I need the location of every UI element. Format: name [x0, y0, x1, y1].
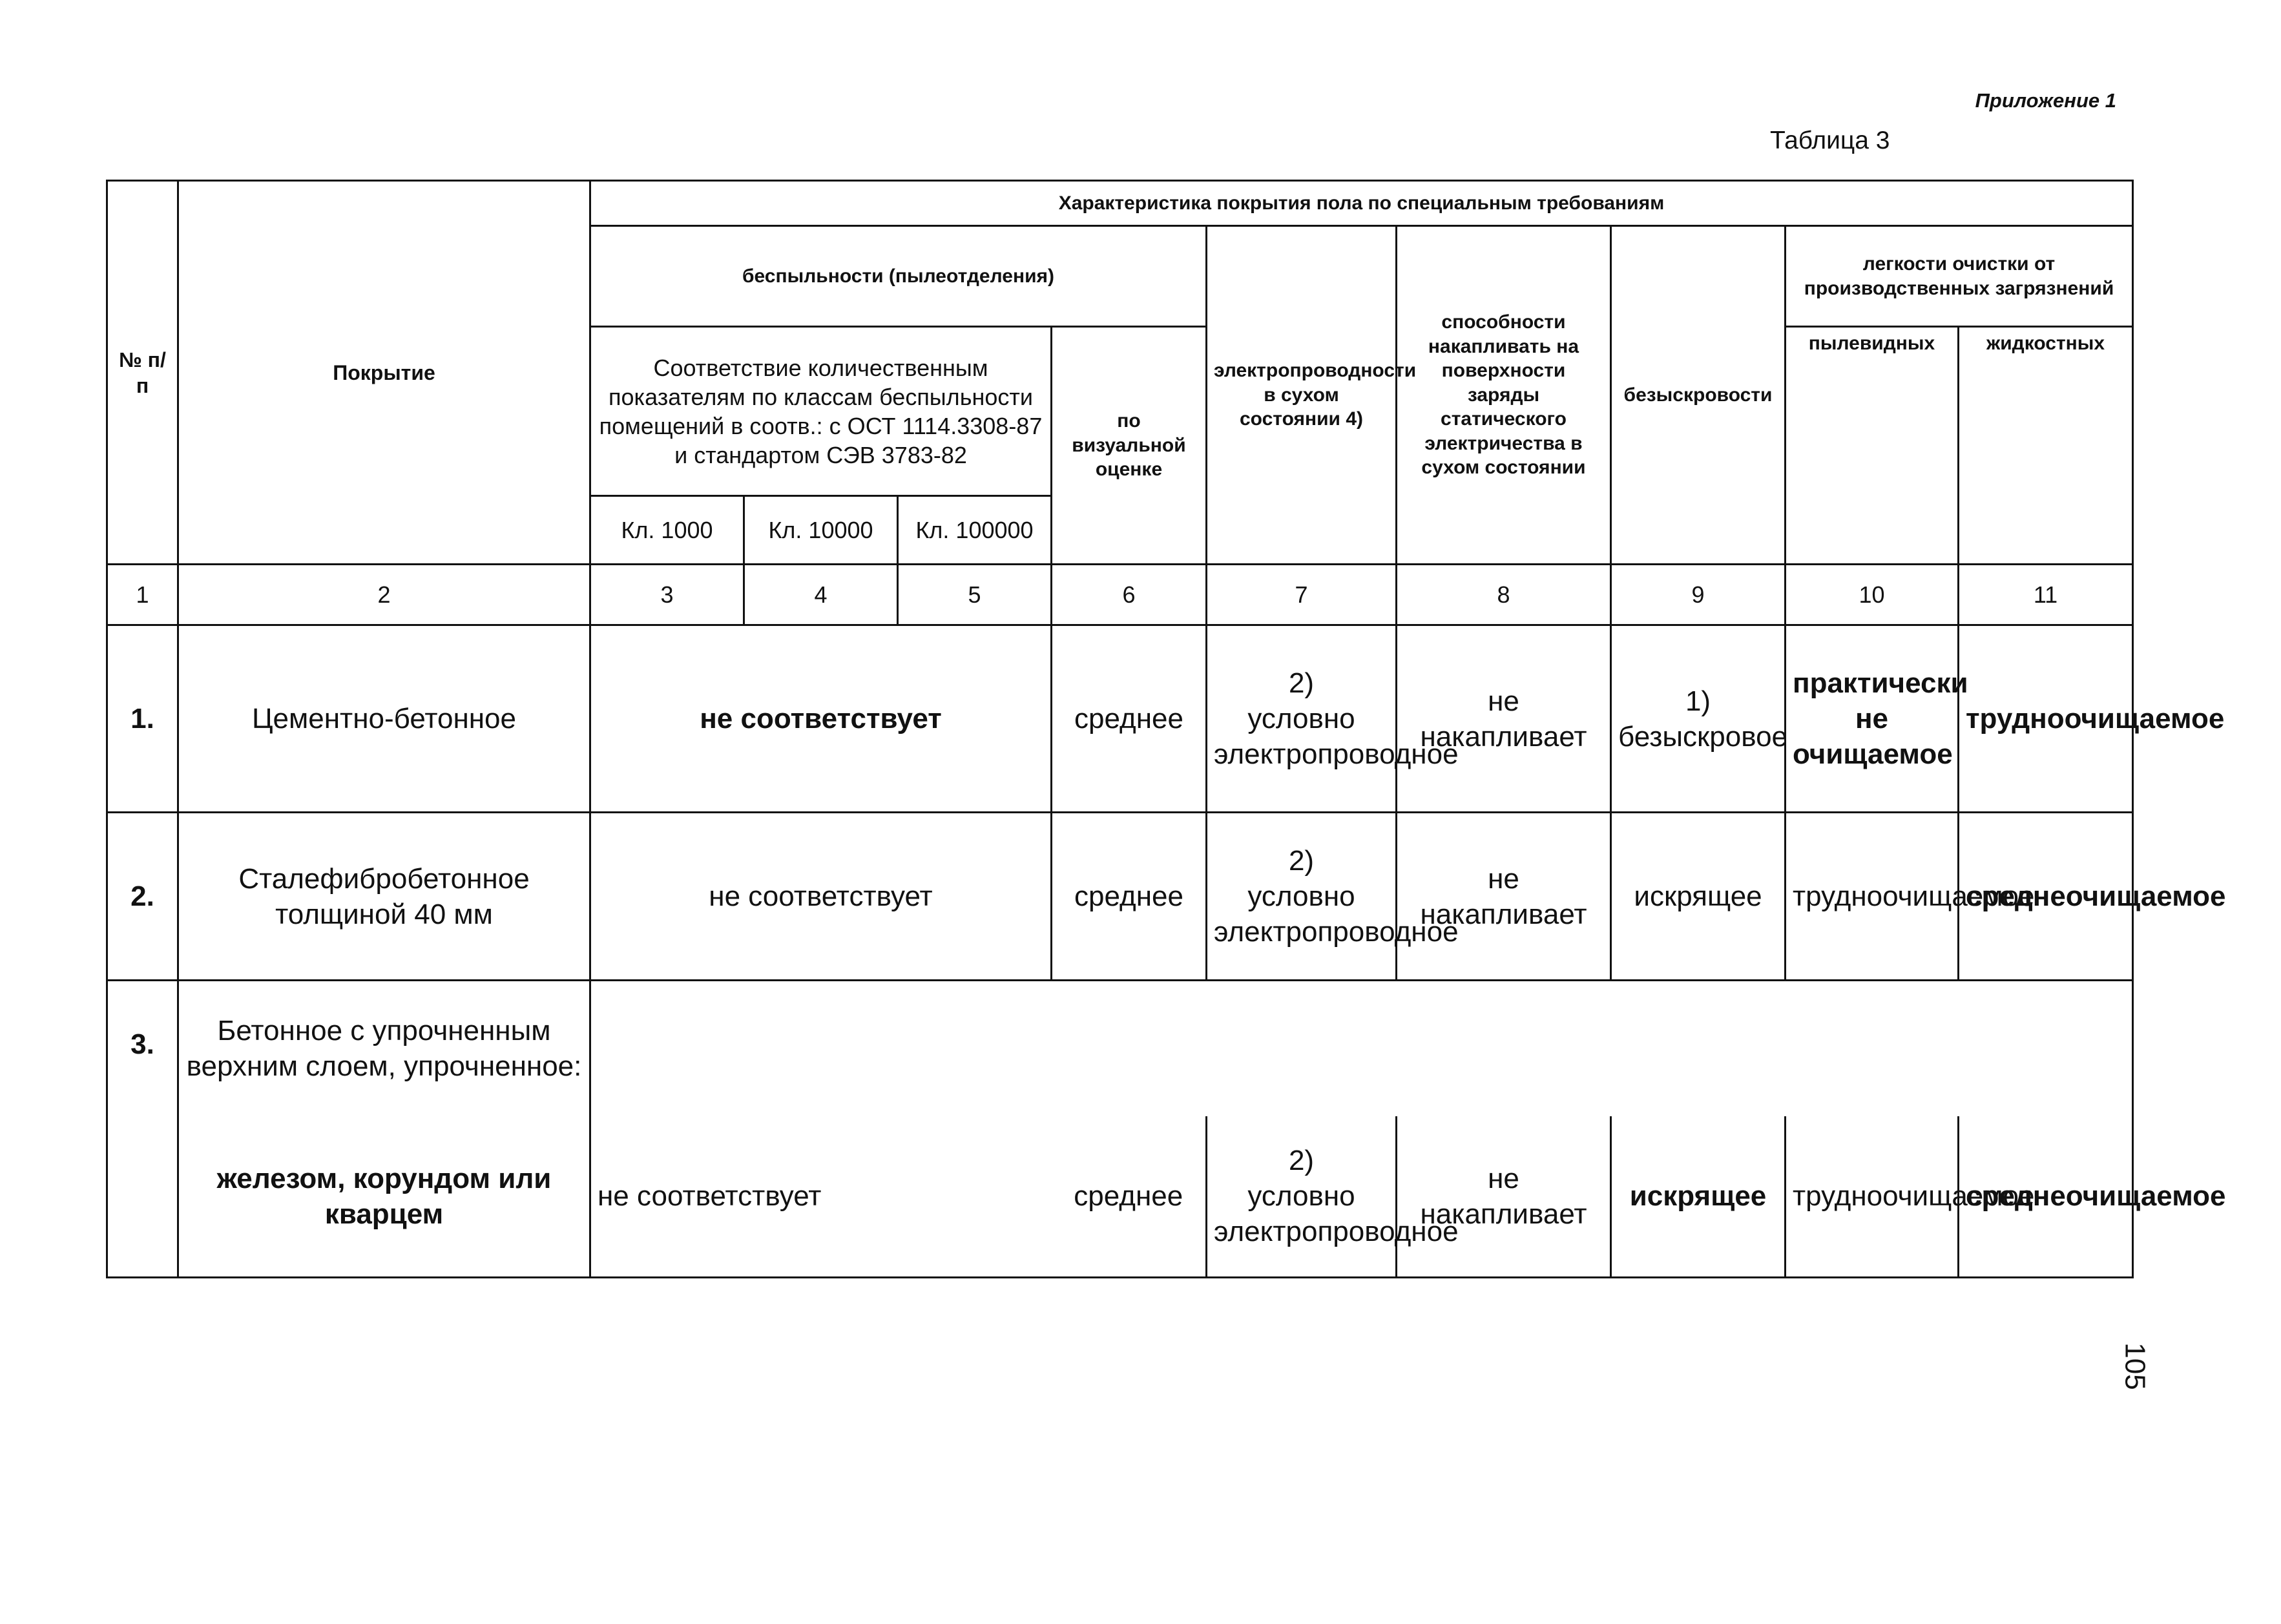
- row-spark: [1611, 625, 1786, 813]
- header-group-title: Характеристика покрытия пола по специальным требованиям: [590, 181, 2133, 226]
- header-dustless: беспыльности (пылеотделения): [590, 226, 1207, 327]
- electro-note: 2): [1288, 1145, 1315, 1177]
- row-visual: среднее: [1052, 813, 1207, 981]
- electro-value: условно электропроводное: [1214, 880, 1459, 948]
- column-number: 8: [1397, 565, 1611, 625]
- header-class-100000: Кл. 100000: [898, 496, 1052, 565]
- electro-note: 2): [1288, 845, 1315, 877]
- row-num: 2.: [107, 813, 178, 981]
- column-number: 1: [107, 565, 178, 625]
- header-class-1000: Кл. 1000: [590, 496, 744, 565]
- coating-table: [106, 180, 2226, 1278]
- spark-value: безыскровое: [1618, 720, 1788, 753]
- appendix-label: Приложение 1: [1975, 89, 2116, 112]
- row-visual: среднее: [1052, 625, 1207, 813]
- column-number: 6: [1052, 565, 1207, 625]
- header-spark: безыскровости: [1611, 226, 1786, 565]
- row-electro: [1207, 813, 1459, 981]
- electro-note: 2): [1288, 667, 1315, 699]
- row-conformity: не соответствует: [590, 813, 1052, 981]
- row-liquid: трудноочищаемое: [1959, 625, 2133, 813]
- row-static: не накапливает: [1397, 1116, 1611, 1278]
- table-label: Таблица 3: [1770, 127, 1890, 154]
- header-visual: по визуальной оценке: [1052, 327, 1207, 565]
- row-liquid: среднеочищаемое: [1959, 813, 2133, 981]
- row-spacer: [590, 981, 2133, 1116]
- row-liquid: среднеочищаемое: [1959, 1116, 2133, 1278]
- header-static: способности накапливать на поверхности заряды статического электричества в сухом состоянии: [1397, 226, 1611, 565]
- electro-value: условно электропроводное: [1214, 1180, 1459, 1248]
- table-row: [107, 1116, 2133, 1278]
- row-spark: искрящее: [1611, 813, 1786, 981]
- row-coating: Цементно-бетонное: [178, 625, 590, 813]
- row-dust: практически не очищаемое: [1786, 625, 1959, 813]
- column-number: 5: [898, 565, 1052, 625]
- row-spark: искрящее: [1611, 1116, 1786, 1278]
- header-liquid-types: жидкостных: [1959, 327, 2133, 565]
- column-number: 11: [1959, 565, 2133, 625]
- header-coating: Покрытие: [178, 181, 590, 565]
- column-number: 4: [744, 565, 898, 625]
- table-row: [107, 813, 2133, 981]
- row-num-cont: [107, 1116, 178, 1278]
- row-visual: среднее: [1052, 1116, 1207, 1278]
- row-coating: железом, корундом или кварцем: [178, 1116, 590, 1278]
- row-coating: Сталефибробетонное толщиной 40 мм: [178, 813, 590, 981]
- header-electro: электропроводности в сухом состоянии 4): [1207, 226, 1397, 565]
- column-number: 10: [1786, 565, 1959, 625]
- spark-note: 1): [1685, 685, 1711, 717]
- row-num: 1.: [107, 625, 178, 813]
- column-number-row: [107, 565, 2133, 625]
- electro-value: условно электропроводное: [1214, 703, 1459, 770]
- row-conformity: не соответствует: [590, 625, 1052, 813]
- row-num: 3.: [107, 981, 178, 1116]
- row-dust: трудноочищаемое: [1786, 1116, 1959, 1278]
- header-num: № п/п: [107, 181, 178, 565]
- table-row: [107, 625, 2133, 813]
- row-dust: трудноочищаемое: [1786, 813, 1959, 981]
- header-cleaning: легкости очистки от производственных загрязнений: [1786, 226, 2133, 327]
- row-electro: [1207, 1116, 1459, 1278]
- column-number: 7: [1207, 565, 1397, 625]
- page-number: 105: [2119, 1342, 2151, 1390]
- column-number: 9: [1611, 565, 1786, 625]
- row-coating-heading: Бетонное с упрочненным верхним слоем, упрочненное:: [178, 981, 590, 1116]
- header-class-10000: Кл. 10000: [744, 496, 898, 565]
- column-number: 2: [178, 565, 590, 625]
- row-static: не накапливает: [1397, 625, 1611, 813]
- header-dust-types: пылевидных: [1786, 327, 1959, 565]
- row-conformity: не соответствует: [590, 1116, 1052, 1278]
- column-number: 3: [590, 565, 744, 625]
- row-electro: [1207, 625, 1459, 813]
- header-conformity: Соответствие количественным показателям по классам беспыльности помещений в соотв.: с ОСТ 1114.3308-87 и стандартом СЭВ 3783-82: [590, 327, 1052, 496]
- table-row: [107, 981, 2133, 1116]
- row-static: не накапливает: [1397, 813, 1611, 981]
